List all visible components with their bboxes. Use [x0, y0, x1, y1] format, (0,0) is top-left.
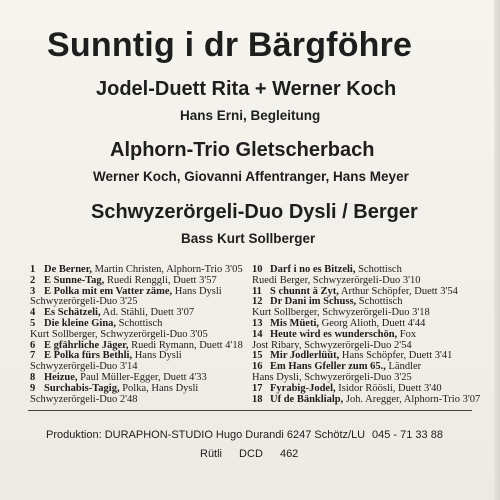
track-number: 10 — [252, 264, 263, 275]
track-title: Darf i no es Bitzeli, — [270, 264, 356, 275]
track-detail: Ruedi Rymann, Duett 4'18 — [128, 339, 243, 351]
track-number: 7 — [30, 350, 36, 362]
track-detail-continued: Jost Ribary, Schwyzerörgeli-Duo 2'54 — [252, 339, 412, 351]
track-item — [252, 265, 497, 287]
track-detail-continued: Schwyzerörgeli-Duo 3'25 — [30, 296, 138, 308]
track-title: Heute wird es wunderschön, — [270, 328, 398, 340]
track-detail: Hans Dysli — [132, 350, 182, 362]
track-item — [30, 384, 255, 406]
group1-members: Hans Erni, Begleitung — [180, 108, 321, 123]
track-detail: Georg Alioth, Duett 4'44 — [319, 317, 426, 329]
track-number: 15 — [252, 350, 263, 362]
track-detail: Fox — [397, 328, 417, 340]
cover-edge — [494, 0, 500, 500]
track-detail: Arthur Schöpfer, Duett 3'54 — [338, 285, 458, 297]
track-number: 11 — [252, 285, 262, 297]
track-number: 13 — [252, 317, 263, 329]
track-title: S chunnt ä Zyt, — [270, 285, 339, 297]
track-detail: Paul Müller-Egger, Duett 4'33 — [77, 371, 207, 383]
track-detail: Ruedi Renggli, Duett 3'57 — [104, 274, 217, 286]
track-detail-continued: Schwyzerörgeli-Duo 2'48 — [30, 393, 138, 405]
track-list-left — [30, 265, 255, 405]
track-title: Die kleine Gina, — [44, 317, 117, 329]
track-detail: Hans Dysli — [172, 285, 222, 297]
track-detail: Ad. Stähli, Duett 3'07 — [100, 307, 195, 319]
track-detail: Schottisch — [116, 317, 163, 329]
track-number: 14 — [252, 328, 263, 340]
group2-name: Alphorn-Trio Gletscherbach — [110, 139, 375, 161]
track-item — [252, 330, 497, 352]
track-number: 8 — [30, 371, 36, 383]
track-title: Uf de Bänklialp, — [270, 393, 344, 405]
group3-name: Schwyzerörgeli-Duo Dysli / Berger — [91, 201, 418, 223]
track-item — [30, 287, 255, 309]
divider-line — [28, 410, 472, 411]
track-title: E Polka fürs Bethli, — [44, 350, 133, 362]
production-text: Produktion: DURAPHON-STUDIO Hugo Durandi 6247 Schötz/LU — [46, 429, 366, 441]
track-detail: Hans Schöpfer, Duett 3'41 — [339, 350, 453, 362]
track-number: 5 — [30, 317, 36, 329]
track-detail-continued: Kurt Sollberger, Schwyzerörgeli-Duo 3'18 — [252, 307, 430, 319]
track-detail: Schottisch — [355, 264, 402, 275]
track-title: E Sunne-Tag, — [44, 274, 105, 286]
track-detail-continued: Hans Dysli, Schwyzerörgeli-Duo 3'25 — [252, 371, 412, 383]
group3-members: Bass Kurt Sollberger — [181, 231, 316, 246]
track-title: Heizue, — [44, 371, 78, 383]
track-number: 12 — [252, 296, 263, 308]
track-detail: Schottisch — [356, 296, 403, 308]
track-list-right — [252, 265, 497, 405]
track-number: 18 — [252, 393, 263, 405]
track-number: 3 — [30, 285, 36, 297]
track-detail: Ländler — [385, 361, 422, 373]
track-detail: Joh. Aregger, Alphorn-Trio 3'07 — [343, 393, 481, 405]
track-item — [252, 297, 497, 319]
track-detail: Polka, Hans Dysli — [119, 382, 199, 394]
catalog-number: Rütli DCD 462 — [200, 448, 299, 460]
track-detail-continued: Ruedi Berger, Schwyzerörgeli-Duo 3'10 — [252, 274, 421, 286]
track-detail: Isidor Röösli, Duett 3'40 — [335, 382, 442, 394]
track-number: 16 — [252, 361, 263, 373]
track-title: Mis Müeti, — [270, 317, 319, 329]
track-title: Surchabis-Tagig, — [44, 382, 120, 394]
track-title: Mir Jodlerlüüt, — [270, 350, 340, 362]
track-detail-continued: Kurt Sollberger, Schwyzerörgeli-Duo 3'05 — [30, 328, 208, 340]
track-title: E Polka mit em Vatter zäme, — [44, 285, 173, 297]
track-detail: Martin Christen, Alphorn-Trio 3'05 — [92, 264, 243, 275]
track-title: De Berner, — [44, 264, 93, 275]
track-number: 17 — [252, 382, 263, 394]
production-phone: 045 - 71 33 88 — [372, 429, 443, 441]
track-item — [252, 362, 497, 384]
track-detail-continued: Schwyzerörgeli-Duo 3'14 — [30, 361, 138, 373]
album-title: Sunntig i dr Bärgföhre — [47, 26, 413, 64]
track-item — [30, 319, 255, 341]
group1-name: Jodel-Duett Rita + Werner Koch — [96, 78, 397, 100]
group2-members: Werner Koch, Giovanni Affentranger, Hans Meyer — [93, 169, 409, 184]
production-credit — [46, 429, 443, 441]
track-item — [30, 351, 255, 373]
track-number: 9 — [30, 382, 36, 394]
track-title: Em Hans Gfeller zum 65., — [270, 361, 386, 373]
track-title: Es Schätzeli, — [44, 307, 101, 319]
track-number: 2 — [30, 274, 36, 286]
track-number: 4 — [30, 307, 36, 319]
track-number: 1 — [30, 264, 36, 275]
track-number: 6 — [30, 339, 36, 351]
track-title: Dr Dani im Schuss, — [270, 296, 357, 308]
track-item — [252, 395, 497, 406]
track-title: E gfährliche Jäger, — [44, 339, 129, 351]
track-title: Fyrabig-Jodel, — [270, 382, 336, 394]
